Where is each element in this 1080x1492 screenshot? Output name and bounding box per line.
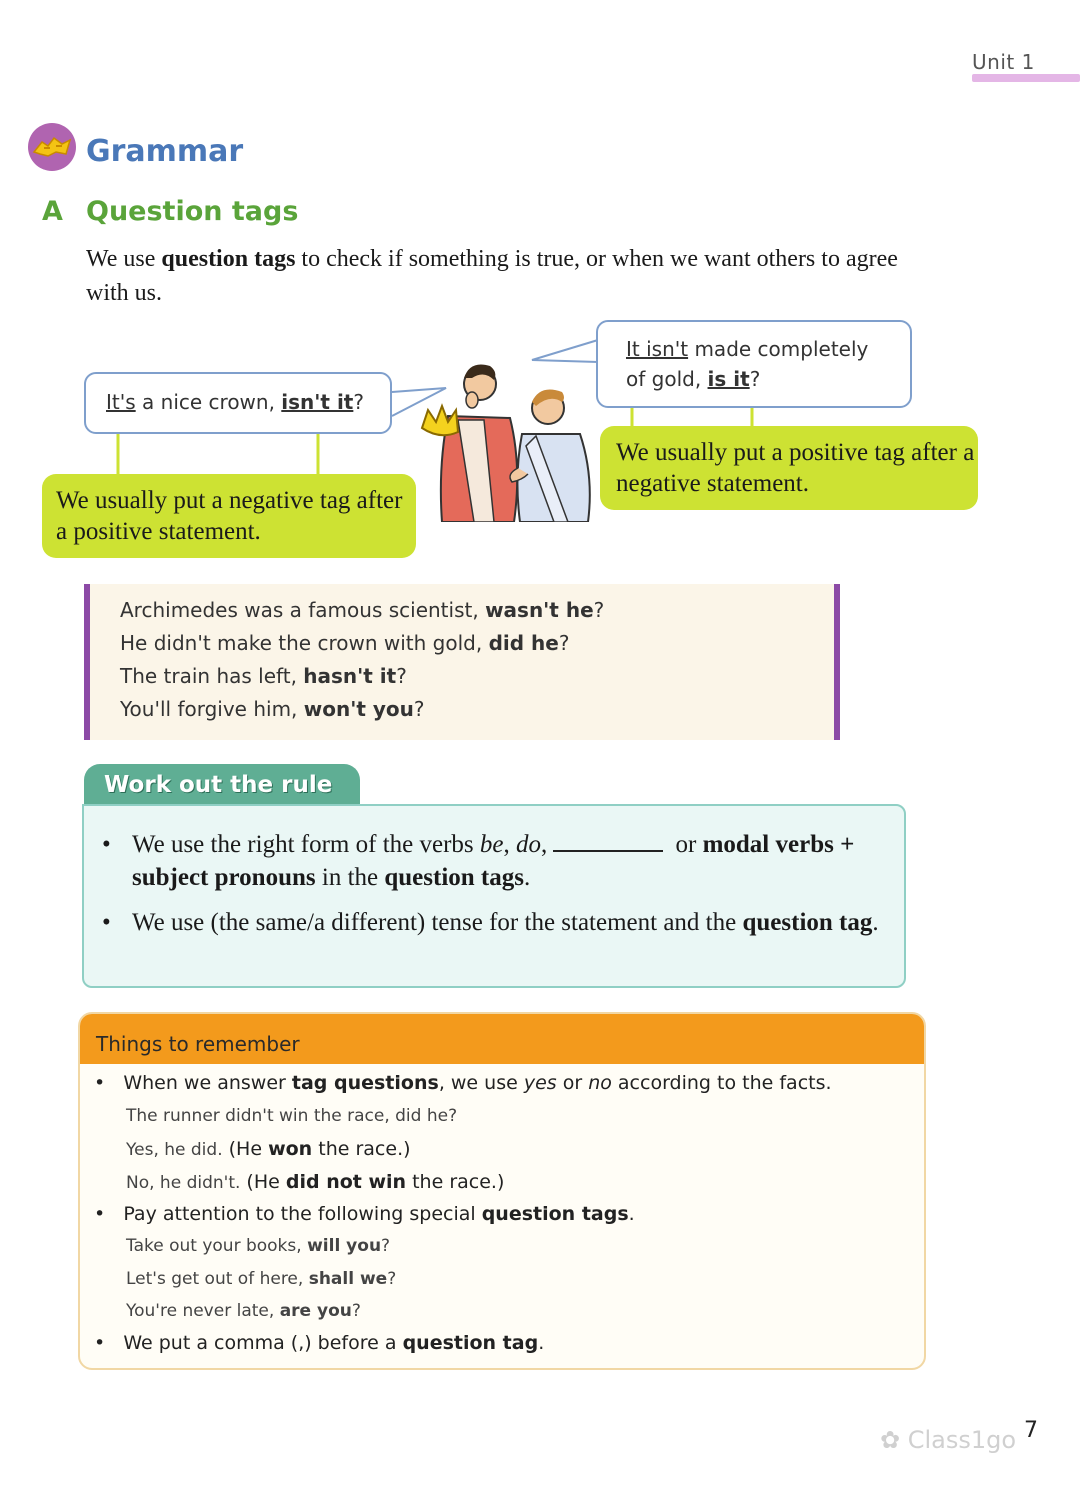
example-line: You'll forgive him, won't you? bbox=[120, 697, 425, 721]
note-positive-tag: We usually put a positive tag after a negative statement. bbox=[600, 426, 978, 510]
example-line: The train has left, hasn't it? bbox=[120, 664, 407, 688]
things-to-remember-title: Things to remember bbox=[80, 1014, 924, 1064]
page-number: 7 bbox=[1024, 1418, 1038, 1443]
example-line: Archimedes was a famous scientist, wasn't he? bbox=[120, 598, 605, 622]
grammar-title: Grammar bbox=[86, 134, 244, 169]
archimedes-illustration bbox=[418, 356, 594, 522]
example-line: He didn't make the crown with gold, did he? bbox=[120, 631, 570, 655]
example-sentences bbox=[84, 584, 840, 740]
intro-text: We use question tags to check if something is true, or when we want others to agree with us. bbox=[86, 246, 898, 306]
work-out-rule-box bbox=[82, 804, 906, 988]
unit-label: Unit 1 bbox=[972, 50, 1035, 74]
speech-bubble-left: It's a nice crown, isn't it? bbox=[84, 372, 392, 434]
remember-bullet-2: • Pay attention to the following special question tags. bbox=[94, 1203, 635, 1225]
section-letter: A bbox=[42, 196, 63, 227]
remember-example: The runner didn't win the race, did he? bbox=[126, 1106, 458, 1126]
note-negative-tag: We usually put a negative tag after a positive statement. bbox=[42, 474, 416, 558]
remember-example: You're never late, are you? bbox=[126, 1301, 361, 1321]
things-to-remember-box bbox=[78, 1012, 926, 1370]
remember-example: Let's get out of here, shall we? bbox=[126, 1269, 397, 1289]
remember-example: Take out your books, will you? bbox=[126, 1236, 391, 1256]
answer-blank[interactable] bbox=[553, 830, 663, 852]
rule-item-1: • We use the right form of the verbs be, do, or modal verbs + subject pronouns in the question tags. bbox=[102, 831, 855, 891]
rule-item-2: • We use (the same/a different) tense for the statement and the question tag. bbox=[102, 909, 879, 936]
watermark: ✿ Class1go bbox=[880, 1426, 1017, 1454]
remember-bullet-3: • We put a comma (,) before a question tag. bbox=[94, 1332, 545, 1354]
section-title: Question tags bbox=[86, 196, 299, 227]
remember-example: No, he didn't. (He did not win the race.) bbox=[126, 1171, 505, 1193]
remember-bullet-1: • When we answer tag questions, we use yes or no according to the facts. bbox=[94, 1072, 832, 1094]
speech-bubble-right: It isn't made completely of gold, is it? bbox=[596, 320, 912, 408]
remember-example: Yes, he did. (He won the race.) bbox=[126, 1138, 411, 1160]
work-out-rule-tab: Work out the rule bbox=[84, 764, 360, 806]
